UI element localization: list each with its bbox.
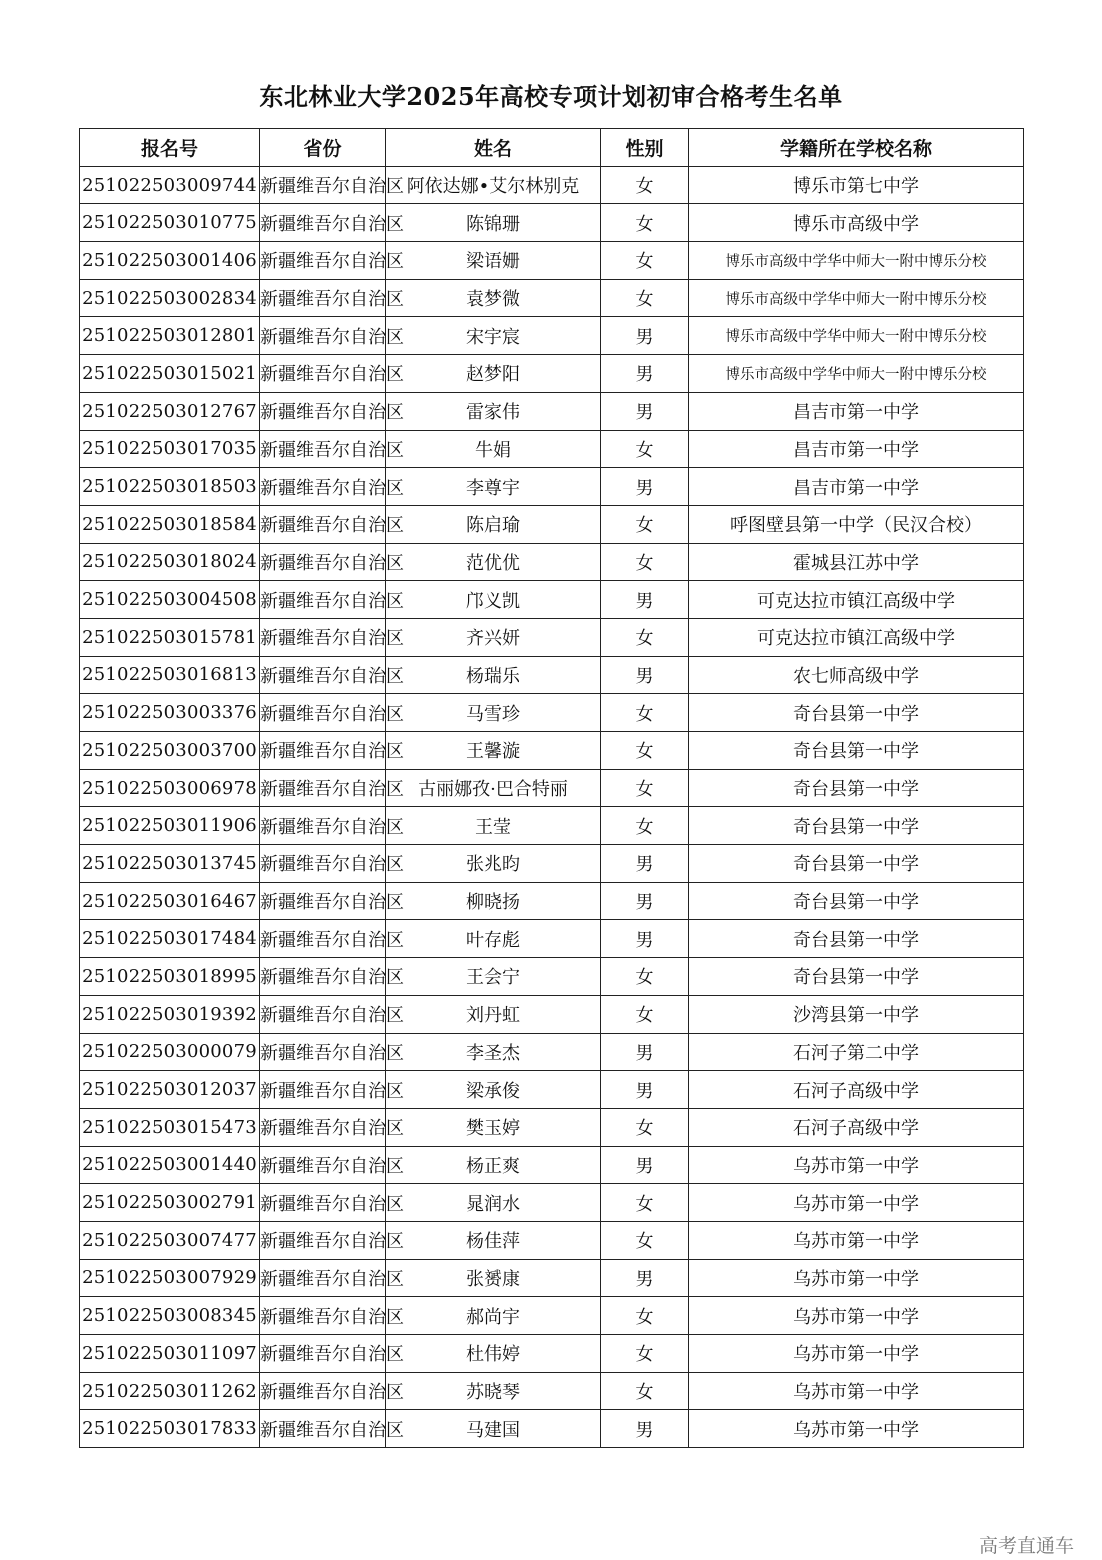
cell-name: 杨佳萍 bbox=[386, 1221, 601, 1259]
page-title: 东北林业大学2025年高校专项计划初审合格考生名单 bbox=[259, 82, 843, 111]
cell-name: 陈锦珊 bbox=[386, 204, 601, 242]
cell-school: 霍城县江苏中学 bbox=[689, 543, 1024, 581]
cell-school: 乌苏市第一中学 bbox=[689, 1184, 1024, 1222]
cell-id: 251022503012801 bbox=[80, 317, 260, 355]
cell-gender: 女 bbox=[601, 1221, 689, 1259]
cell-school: 奇台县第一中学 bbox=[689, 882, 1024, 920]
table-row bbox=[80, 1297, 1024, 1335]
cell-school: 沙湾县第一中学 bbox=[689, 995, 1024, 1033]
table-row bbox=[80, 807, 1024, 845]
cell-school: 博乐市高级中学华中师大一附中博乐分校 bbox=[689, 279, 1024, 317]
cell-school: 博乐市高级中学 bbox=[689, 204, 1024, 242]
cell-id: 251022503002834 bbox=[80, 279, 260, 317]
cell-name: 苏晓琴 bbox=[386, 1372, 601, 1410]
header-id: 报名号 bbox=[80, 129, 260, 167]
cell-school: 石河子第二中学 bbox=[689, 1033, 1024, 1071]
cell-id: 251022503016813 bbox=[80, 656, 260, 694]
cell-id: 251022503018584 bbox=[80, 505, 260, 543]
table-row bbox=[80, 1372, 1024, 1410]
table-body bbox=[80, 166, 1024, 1447]
cell-gender: 男 bbox=[601, 468, 689, 506]
cell-id: 251022503003376 bbox=[80, 694, 260, 732]
cell-id: 251022503004508 bbox=[80, 581, 260, 619]
cell-name: 柳晓扬 bbox=[386, 882, 601, 920]
cell-name: 张赟康 bbox=[386, 1259, 601, 1297]
cell-province: 新疆维吾尔自治区 bbox=[260, 317, 386, 355]
cell-school: 昌吉市第一中学 bbox=[689, 468, 1024, 506]
cell-name: 刘丹虹 bbox=[386, 995, 601, 1033]
cell-name: 王莹 bbox=[386, 807, 601, 845]
cell-id: 251022503011262 bbox=[80, 1372, 260, 1410]
cell-province: 新疆维吾尔自治区 bbox=[260, 543, 386, 581]
table-row bbox=[80, 392, 1024, 430]
cell-province: 新疆维吾尔自治区 bbox=[260, 618, 386, 656]
cell-province: 新疆维吾尔自治区 bbox=[260, 355, 386, 393]
cell-id: 251022503010775 bbox=[80, 204, 260, 242]
cell-name: 陈启瑜 bbox=[386, 505, 601, 543]
cell-school: 乌苏市第一中学 bbox=[689, 1259, 1024, 1297]
cell-id: 251022503011097 bbox=[80, 1335, 260, 1373]
cell-school: 乌苏市第一中学 bbox=[689, 1410, 1024, 1448]
table-row bbox=[80, 317, 1024, 355]
cell-school: 呼图壁县第一中学（民汉合校） bbox=[689, 505, 1024, 543]
cell-id: 251022503018503 bbox=[80, 468, 260, 506]
cell-id: 251022503015473 bbox=[80, 1108, 260, 1146]
table-row bbox=[80, 468, 1024, 506]
table-row bbox=[80, 1033, 1024, 1071]
cell-province: 新疆维吾尔自治区 bbox=[260, 1146, 386, 1184]
cell-id: 251022503007929 bbox=[80, 1259, 260, 1297]
cell-name: 古丽娜孜·巴合特丽 bbox=[386, 769, 601, 807]
cell-school: 昌吉市第一中学 bbox=[689, 430, 1024, 468]
cell-name: 杨瑞乐 bbox=[386, 656, 601, 694]
cell-province: 新疆维吾尔自治区 bbox=[260, 1033, 386, 1071]
watermark: 高考直通车 bbox=[978, 1535, 1074, 1557]
cell-school: 奇台县第一中学 bbox=[689, 920, 1024, 958]
cell-id: 251022503011906 bbox=[80, 807, 260, 845]
cell-name: 牛娟 bbox=[386, 430, 601, 468]
cell-gender: 男 bbox=[601, 845, 689, 883]
table-row bbox=[80, 1259, 1024, 1297]
cell-school: 乌苏市第一中学 bbox=[689, 1335, 1024, 1373]
cell-id: 251022503013745 bbox=[80, 845, 260, 883]
cell-gender: 女 bbox=[601, 1335, 689, 1373]
cell-school: 乌苏市第一中学 bbox=[689, 1221, 1024, 1259]
cell-province: 新疆维吾尔自治区 bbox=[260, 769, 386, 807]
cell-id: 251022503009744 bbox=[80, 166, 260, 204]
table-row bbox=[80, 1184, 1024, 1222]
cell-province: 新疆维吾尔自治区 bbox=[260, 1184, 386, 1222]
cell-id: 251022503002791 bbox=[80, 1184, 260, 1222]
cell-school: 乌苏市第一中学 bbox=[689, 1297, 1024, 1335]
header-gender: 性别 bbox=[601, 129, 689, 167]
cell-name: 叶存彪 bbox=[386, 920, 601, 958]
cell-province: 新疆维吾尔自治区 bbox=[260, 166, 386, 204]
cell-school: 奇台县第一中学 bbox=[689, 732, 1024, 770]
cell-name: 王会宁 bbox=[386, 958, 601, 996]
cell-gender: 男 bbox=[601, 920, 689, 958]
cell-name: 阿依达娜•艾尔林别克 bbox=[386, 166, 601, 204]
cell-name: 雷家伟 bbox=[386, 392, 601, 430]
cell-id: 251022503017035 bbox=[80, 430, 260, 468]
header-province: 省份 bbox=[260, 129, 386, 167]
cell-gender: 女 bbox=[601, 995, 689, 1033]
cell-id: 251022503018024 bbox=[80, 543, 260, 581]
cell-school: 奇台县第一中学 bbox=[689, 958, 1024, 996]
cell-school: 奇台县第一中学 bbox=[689, 845, 1024, 883]
table-row bbox=[80, 242, 1024, 280]
cell-gender: 女 bbox=[601, 279, 689, 317]
table-row bbox=[80, 581, 1024, 619]
cell-province: 新疆维吾尔自治区 bbox=[260, 468, 386, 506]
header-school: 学籍所在学校名称 bbox=[689, 129, 1024, 167]
table-row bbox=[80, 543, 1024, 581]
cell-school: 乌苏市第一中学 bbox=[689, 1372, 1024, 1410]
table-row bbox=[80, 505, 1024, 543]
header-name: 姓名 bbox=[386, 129, 601, 167]
cell-name: 王馨漩 bbox=[386, 732, 601, 770]
cell-gender: 男 bbox=[601, 1410, 689, 1448]
cell-name: 马雪珍 bbox=[386, 694, 601, 732]
cell-gender: 女 bbox=[601, 543, 689, 581]
cell-name: 杨正爽 bbox=[386, 1146, 601, 1184]
cell-id: 251022503007477 bbox=[80, 1221, 260, 1259]
table-row bbox=[80, 1335, 1024, 1373]
table-row bbox=[80, 882, 1024, 920]
cell-province: 新疆维吾尔自治区 bbox=[260, 1410, 386, 1448]
cell-province: 新疆维吾尔自治区 bbox=[260, 958, 386, 996]
table-row bbox=[80, 355, 1024, 393]
cell-province: 新疆维吾尔自治区 bbox=[260, 505, 386, 543]
cell-province: 新疆维吾尔自治区 bbox=[260, 656, 386, 694]
cell-school: 石河子高级中学 bbox=[689, 1071, 1024, 1109]
table-row bbox=[80, 1146, 1024, 1184]
cell-id: 251022503012037 bbox=[80, 1071, 260, 1109]
cell-gender: 男 bbox=[601, 317, 689, 355]
table-row bbox=[80, 1108, 1024, 1146]
cell-name: 马建国 bbox=[386, 1410, 601, 1448]
cell-gender: 女 bbox=[601, 204, 689, 242]
table-row bbox=[80, 1071, 1024, 1109]
cell-province: 新疆维吾尔自治区 bbox=[260, 845, 386, 883]
cell-name: 邝义凯 bbox=[386, 581, 601, 619]
table-row bbox=[80, 694, 1024, 732]
table-row bbox=[80, 732, 1024, 770]
cell-id: 251022503001440 bbox=[80, 1146, 260, 1184]
cell-id: 251022503000079 bbox=[80, 1033, 260, 1071]
cell-school: 博乐市高级中学华中师大一附中博乐分校 bbox=[689, 317, 1024, 355]
cell-name: 袁梦微 bbox=[386, 279, 601, 317]
cell-gender: 女 bbox=[601, 1372, 689, 1410]
cell-id: 251022503017833 bbox=[80, 1410, 260, 1448]
table-row bbox=[80, 618, 1024, 656]
cell-name: 郝尚宇 bbox=[386, 1297, 601, 1335]
cell-id: 251022503015781 bbox=[80, 618, 260, 656]
cell-province: 新疆维吾尔自治区 bbox=[260, 1297, 386, 1335]
table-row bbox=[80, 204, 1024, 242]
cell-id: 251022503016467 bbox=[80, 882, 260, 920]
cell-province: 新疆维吾尔自治区 bbox=[260, 995, 386, 1033]
cell-gender: 女 bbox=[601, 958, 689, 996]
cell-id: 251022503012767 bbox=[80, 392, 260, 430]
cell-id: 251022503017484 bbox=[80, 920, 260, 958]
cell-gender: 男 bbox=[601, 882, 689, 920]
cell-school: 博乐市第七中学 bbox=[689, 166, 1024, 204]
cell-province: 新疆维吾尔自治区 bbox=[260, 920, 386, 958]
cell-name: 齐兴妍 bbox=[386, 618, 601, 656]
cell-province: 新疆维吾尔自治区 bbox=[260, 1221, 386, 1259]
table-row bbox=[80, 1410, 1024, 1448]
cell-province: 新疆维吾尔自治区 bbox=[260, 807, 386, 845]
cell-name: 梁承俊 bbox=[386, 1071, 601, 1109]
table-row bbox=[80, 166, 1024, 204]
cell-gender: 女 bbox=[601, 1184, 689, 1222]
cell-name: 杜伟婷 bbox=[386, 1335, 601, 1373]
cell-name: 李圣杰 bbox=[386, 1033, 601, 1071]
cell-id: 251022503006978 bbox=[80, 769, 260, 807]
cell-school: 可克达拉市镇江高级中学 bbox=[689, 618, 1024, 656]
cell-id: 251022503008345 bbox=[80, 1297, 260, 1335]
cell-school: 奇台县第一中学 bbox=[689, 694, 1024, 732]
cell-school: 奇台县第一中学 bbox=[689, 807, 1024, 845]
table-row bbox=[80, 920, 1024, 958]
cell-gender: 女 bbox=[601, 769, 689, 807]
cell-gender: 男 bbox=[601, 581, 689, 619]
table-row bbox=[80, 656, 1024, 694]
cell-province: 新疆维吾尔自治区 bbox=[260, 1071, 386, 1109]
table-row bbox=[80, 958, 1024, 996]
cell-province: 新疆维吾尔自治区 bbox=[260, 392, 386, 430]
table-row bbox=[80, 769, 1024, 807]
cell-id: 251022503003700 bbox=[80, 732, 260, 770]
cell-gender: 女 bbox=[601, 430, 689, 468]
cell-gender: 女 bbox=[601, 505, 689, 543]
cell-school: 奇台县第一中学 bbox=[689, 769, 1024, 807]
table-row bbox=[80, 1221, 1024, 1259]
cell-school: 博乐市高级中学华中师大一附中博乐分校 bbox=[689, 242, 1024, 280]
cell-province: 新疆维吾尔自治区 bbox=[260, 1372, 386, 1410]
table-row bbox=[80, 845, 1024, 883]
table-row bbox=[80, 279, 1024, 317]
table-row bbox=[80, 430, 1024, 468]
cell-id: 251022503015021 bbox=[80, 355, 260, 393]
cell-gender: 女 bbox=[601, 694, 689, 732]
cell-school: 石河子高级中学 bbox=[689, 1108, 1024, 1146]
cell-gender: 男 bbox=[601, 1146, 689, 1184]
cell-name: 梁语姗 bbox=[386, 242, 601, 280]
cell-school: 农七师高级中学 bbox=[689, 656, 1024, 694]
cell-province: 新疆维吾尔自治区 bbox=[260, 1108, 386, 1146]
cell-school: 博乐市高级中学华中师大一附中博乐分校 bbox=[689, 355, 1024, 393]
cell-name: 晁润水 bbox=[386, 1184, 601, 1222]
cell-gender: 女 bbox=[601, 1297, 689, 1335]
cell-province: 新疆维吾尔自治区 bbox=[260, 204, 386, 242]
cell-name: 范优优 bbox=[386, 543, 601, 581]
table-row bbox=[80, 995, 1024, 1033]
cell-province: 新疆维吾尔自治区 bbox=[260, 882, 386, 920]
cell-province: 新疆维吾尔自治区 bbox=[260, 430, 386, 468]
header-row bbox=[80, 129, 1024, 167]
cell-id: 251022503018995 bbox=[80, 958, 260, 996]
cell-gender: 女 bbox=[601, 166, 689, 204]
cell-gender: 男 bbox=[601, 392, 689, 430]
cell-id: 251022503001406 bbox=[80, 242, 260, 280]
cell-province: 新疆维吾尔自治区 bbox=[260, 279, 386, 317]
cell-gender: 男 bbox=[601, 1259, 689, 1297]
cell-province: 新疆维吾尔自治区 bbox=[260, 581, 386, 619]
cell-province: 新疆维吾尔自治区 bbox=[260, 694, 386, 732]
cell-name: 樊玉婷 bbox=[386, 1108, 601, 1146]
cell-province: 新疆维吾尔自治区 bbox=[260, 732, 386, 770]
candidate-table bbox=[79, 128, 1024, 1448]
cell-province: 新疆维吾尔自治区 bbox=[260, 1259, 386, 1297]
cell-school: 乌苏市第一中学 bbox=[689, 1146, 1024, 1184]
cell-name: 宋宇宸 bbox=[386, 317, 601, 355]
cell-id: 251022503019392 bbox=[80, 995, 260, 1033]
cell-gender: 男 bbox=[601, 355, 689, 393]
cell-school: 昌吉市第一中学 bbox=[689, 392, 1024, 430]
cell-gender: 女 bbox=[601, 1108, 689, 1146]
cell-name: 张兆昀 bbox=[386, 845, 601, 883]
cell-gender: 女 bbox=[601, 732, 689, 770]
cell-gender: 女 bbox=[601, 242, 689, 280]
cell-school: 可克达拉市镇江高级中学 bbox=[689, 581, 1024, 619]
cell-gender: 男 bbox=[601, 1071, 689, 1109]
cell-gender: 女 bbox=[601, 618, 689, 656]
cell-gender: 男 bbox=[601, 656, 689, 694]
cell-province: 新疆维吾尔自治区 bbox=[260, 1335, 386, 1373]
cell-name: 李尊宇 bbox=[386, 468, 601, 506]
cell-gender: 女 bbox=[601, 807, 689, 845]
cell-gender: 男 bbox=[601, 1033, 689, 1071]
cell-province: 新疆维吾尔自治区 bbox=[260, 242, 386, 280]
cell-name: 赵梦阳 bbox=[386, 355, 601, 393]
